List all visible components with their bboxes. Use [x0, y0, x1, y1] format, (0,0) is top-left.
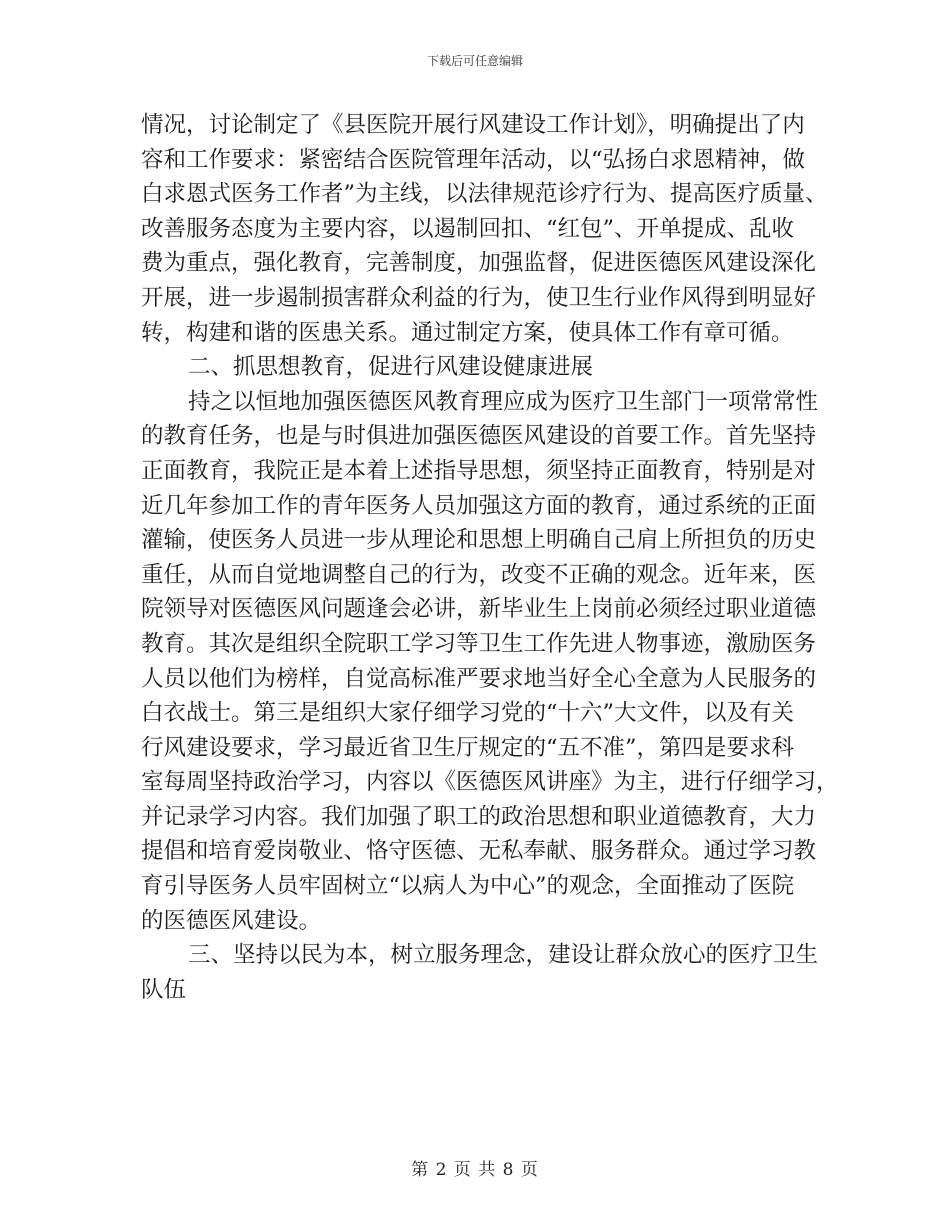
text-line: 白衣战士。第三是组织大家仔细学习党的“十六”大文件，以及有关	[141, 700, 795, 727]
text-line: 室每周坚持政治学习，内容以《医德医风讲座》为主，进行仔细学习，	[141, 769, 839, 796]
document-body	[141, 108, 839, 1007]
text-line: 的医德医风建设。	[141, 907, 322, 934]
page-header: 下载后可任意编辑	[426, 54, 523, 68]
text-line: 教育。其次是组织全院职工学习等卫生工作先进人物事迹，激励医务	[141, 630, 817, 657]
text-line: 转，构建和谐的医患关系。通过制定方案，使具体工作有章可循。	[141, 319, 794, 346]
text-line: 情况，讨论制定了《县医院开展行风建设工作计划》，明确提出了内	[141, 112, 805, 138]
text-line: 的教育任务，也是与时俱进加强医德医风建设的首要工作。首先坚持	[141, 423, 817, 450]
section-heading: 二、抓思想教育，促进行风建设健康进展	[188, 354, 594, 381]
text-line: 近几年参加工作的青年医务人员加强这方面的教育，通过系统的正面	[141, 492, 817, 519]
text-line: 灌输，使医务人员进一步从理论和思想上明确自己肩上所担负的历史	[141, 527, 817, 554]
section-heading: 三、坚持以民为本，树立服务理念，建设让群众放心的医疗卫生	[188, 942, 819, 969]
text-line: 容和工作要求：紧密结合医院管理年活动，以“弘扬白求恩精神，做	[141, 146, 806, 173]
text-line: 费为重点，强化教育，完善制度，加强监督，促进医德医风建设深化	[141, 250, 817, 277]
text-line: 院领导对医德医风问题逢会必讲，新毕业生上岗前必须经过职业道德	[141, 596, 817, 623]
text-line: 重任，从而自觉地调整自己的行为，改变不正确的观念。近年来，医	[141, 561, 817, 588]
text-line: 改善服务态度为主要内容，以遏制回扣、“红包”、开单提成、乱收	[141, 215, 795, 242]
text-line: 并记录学习内容。我们加强了职工的政治思想和职业道德教育，大力	[141, 803, 817, 830]
page-footer: 第 2 页 共 8 页	[411, 1160, 539, 1180]
text-line: 育引导医务人员牢固树立“以病人为中心”的观念，全面推动了医院	[141, 873, 795, 900]
text-line: 正面教育，我院正是本着上述指导思想，须坚持正面教育，特别是对	[141, 457, 817, 484]
text-line: 队伍	[141, 976, 187, 1003]
paragraph-start-line: 持之以恒地加强医德医风教育理应成为医疗卫生部门一项常常性	[188, 388, 819, 415]
text-line: 提倡和培育爱岗敬业、恪守医德、无私奉献、服务群众。通过学习教	[141, 838, 817, 865]
text-line: 行风建设要求，学习最近省卫生厅规定的“五不准”，第四是要求科	[141, 734, 795, 761]
text-line: 白求恩式医务工作者”为主线，以法律规范诊疗行为、提高医疗质量、	[141, 181, 828, 208]
text-line: 人员以他们为榜样，自觉高标准严要求地当好全心全意为人民服务的	[141, 665, 817, 692]
text-line: 开展，进一步遏制损害群众利益的行为，使卫生行业作风得到明显好	[141, 284, 817, 311]
